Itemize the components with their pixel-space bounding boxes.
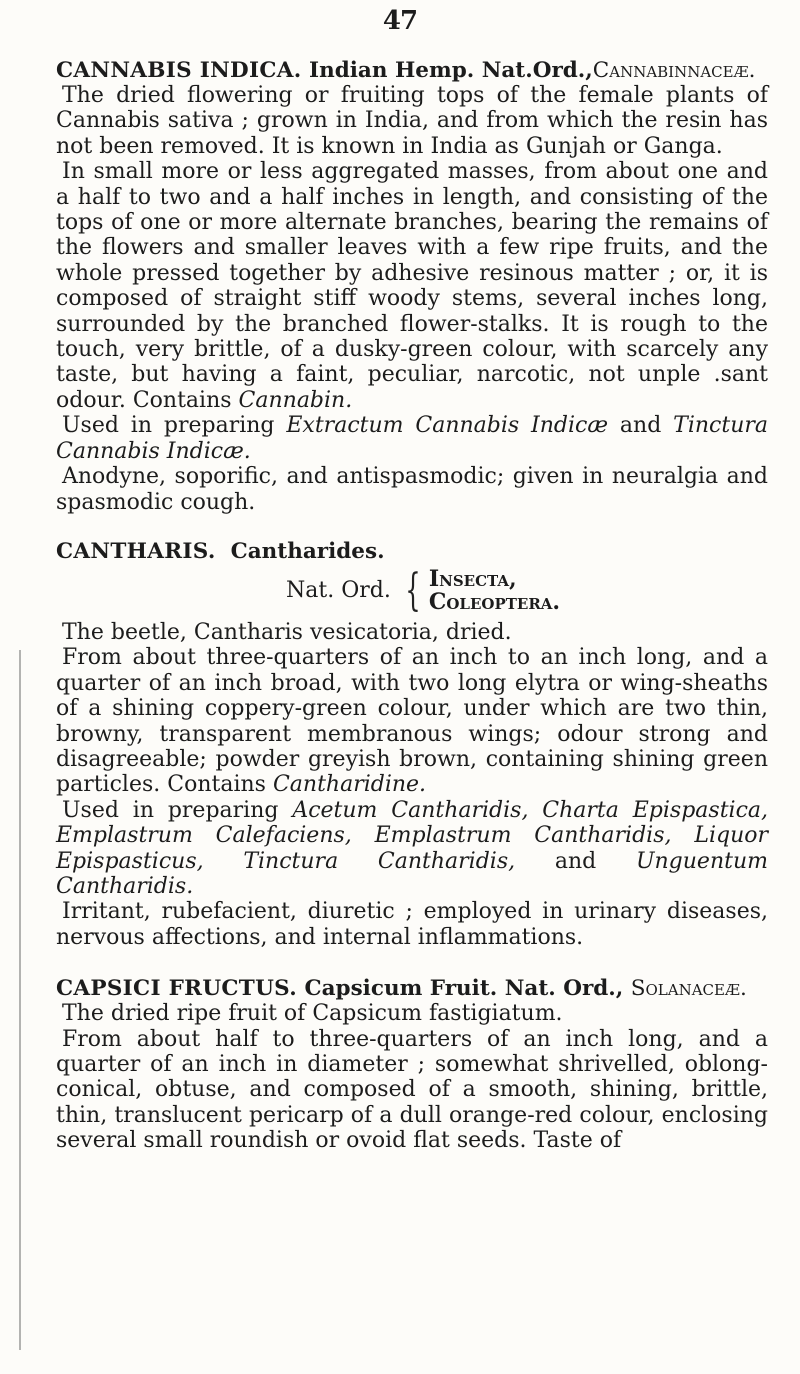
- entry-english-name: Capsicum Fruit.: [304, 976, 498, 1002]
- nat-ord-label: Nat.Ord.,: [481, 58, 593, 83]
- entry-heading: [56, 539, 768, 564]
- description-paragraph: From about half to three-quarters of an inch long, and a quarter of an inch in diameter ; somewhat shrivelled, oblong-conical, obtuse, and composed of a smooth, shining, brittle, thin, translucent pericarp of a dull orange-red colour, enclosing several small roundish or ovoid flat seeds. Taste of: [56, 1026, 768, 1154]
- natural-order-classes: [428, 565, 561, 615]
- preparation-name: Extractum Cannabis Indicæ: [286, 413, 609, 439]
- conjunction: and: [554, 848, 597, 874]
- entry-heading: [56, 976, 768, 1001]
- page-number: 47: [382, 6, 418, 36]
- definition-paragraph: The dried flowering or fruiting tops of the female plants of Cannabis sativa ; grown in India, and from which the resin has not been removed. It is known in India as Gunjah or Ganga.: [56, 83, 768, 159]
- uses-paragraph: Anodyne, soporific, and antispasmodic; given in neuralgia and spasmodic cough.: [56, 464, 768, 515]
- definition-paragraph: The beetle, Cantharis vesicatoria, dried.: [62, 619, 512, 645]
- natural-order: Cannabinnaceæ.: [592, 58, 756, 83]
- text-column: [56, 58, 768, 1154]
- entry-cannabis-indica: [56, 58, 768, 515]
- brace-glyph: {: [405, 564, 421, 616]
- entry-title: CAPSICI FRUCTUS.: [56, 976, 297, 1002]
- description-text: From about three-quarters of an inch to an inch long, and a quarter of an inch broad, with two long elytra or wing-sheaths of a shining coppery-green colour, under which are two thin, browny, transparent membranous wings; odour strong and disagreeable; powder greyish brown, containing shining green particles. Contains: [56, 645, 768, 798]
- description-paragraph: [56, 159, 768, 413]
- entry-heading: [56, 58, 768, 83]
- entry-capsici-fructus: [56, 976, 768, 1153]
- preparations-paragraph: [56, 413, 768, 464]
- preparations-intro: Used in preparing: [62, 413, 275, 439]
- entry-english-name: Cantharides.: [230, 538, 385, 564]
- scan-edge-line: [19, 650, 21, 1350]
- description-text: In small more or less aggregated masses, from about one and a half to two and a half inches in length, and consisting of the tops of one or more alternate branches, bearing the remains of the flowers and smaller leaves with a few ripe fruits, and the whole pressed together by adhesive resinous matter ; or, it is composed of straight stiff woody stems, several inches long, surrounded by the branched flower-stalks. It is rough to the touch, very brittle, of a dusky-green colour, with scarcely any taste, but having a faint, peculiar, narcotic, not unple .sant odour. Contains: [56, 159, 768, 413]
- order-name: Coleoptera.: [428, 588, 561, 615]
- entry-title: CANTHARIS.: [56, 538, 216, 564]
- preparations-intro: Used in preparing: [62, 797, 279, 823]
- class-name: Insecta,: [428, 565, 517, 592]
- uses-paragraph: Irritant, rubefacient, diuretic ; employed in urinary diseases, nervous affections, and internal inflammations.: [56, 899, 768, 950]
- entry-english-name: Indian Hemp.: [309, 58, 475, 83]
- conjunction: and: [619, 413, 662, 439]
- nat-ord-label: Nat. Ord.: [286, 578, 391, 604]
- preparation-name: Unguentum Cantharidis.: [56, 848, 768, 899]
- entry-cantharis: [56, 539, 768, 950]
- description-paragraph: [56, 645, 768, 797]
- preparations-paragraph: [56, 798, 768, 900]
- constituent-name: Cantharidine.: [272, 772, 427, 798]
- natural-order-block: [286, 564, 768, 616]
- nat-ord-label: Nat. Ord.,: [504, 976, 624, 1002]
- definition-paragraph: The dried ripe fruit of Capsicum fastigiatum.: [62, 1001, 563, 1027]
- entry-title: CANNABIS INDICA.: [56, 58, 302, 83]
- constituent-name: Cannabin.: [238, 387, 353, 413]
- preparation-name: Tinctura Cannabis Indicæ.: [56, 413, 768, 464]
- preparation-name: Acetum Cantharidis, Charta Epispastica, Emplastrum Calefaciens, Emplastrum Cantharidis, Liquor Epispasticus, Tinctura Cantharidis,: [56, 797, 769, 874]
- natural-order: Solanaceæ.: [630, 976, 747, 1002]
